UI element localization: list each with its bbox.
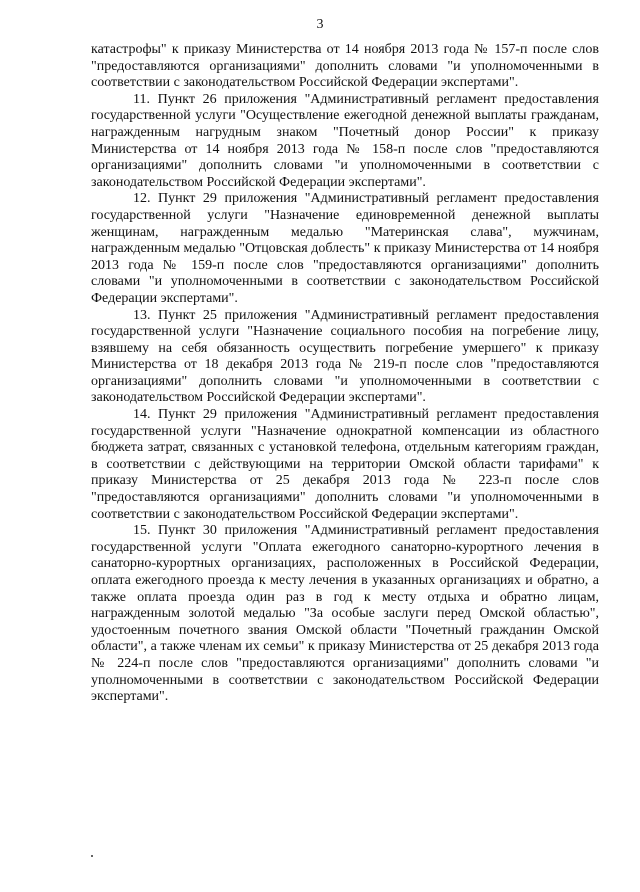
page-number: 3 [316, 17, 324, 32]
paragraph-item-11: 11. Пункт 26 приложения "Административный регламент предоставления государственной услуги "Осуществление ежегодной денежной выплаты гражданам, награжденным нагрудным знаком "Почетный донор России" к приказу Министерства от 14 ноября 2013 года № 158-п после слов "предоставляются организациями" дополнить словами "и уполномоченными в соответствии с законодательством Российской Федерации экспертами". [91, 91, 599, 190]
scan-dot-mark [91, 855, 93, 857]
paragraph-continuation: катастрофы" к приказу Министерства от 14 ноября 2013 года № 157-п после слов "предоставляются организациями" дополнить словами "и уполномоченными в соответствии с законодательством Российской Федерации экспертами". [91, 42, 599, 91]
paragraph-item-14: 14. Пункт 29 приложения "Административный регламент предоставления государственной услуги "Назначение однократной компенсации из областного бюджета затрат, связанных с установкой телефона, отдельным категориям граждан, в соответствии с действующими на территории Омской области тарифами" к приказу Министерства от 25 декабря 2013 года № 223-п после слов "предоставляются организациями" дополнить словами "и уполномоченными в соответствии с законодательством Российской Федерации экспертами". [91, 407, 599, 522]
document-body [91, 42, 599, 706]
paragraph-item-13: 13. Пункт 25 приложения "Административный регламент предоставления государственной услуги "Назначение социального пособия на погребение лицу, взявшему на себя обязанность осуществить погребение умершего" к приказу Министерства от 18 декабря 2013 года № 219-п после слов "предоставляются организациями" дополнить словами "и уполномоченными в соответствии с законодательством Российской Федерации экспертами". [91, 307, 599, 406]
paragraph-item-15: 15. Пункт 30 приложения "Административный регламент предоставления государственной услуги "Оплата ежегодного санаторно-курортного лечения в санаторно-курортных организациях, расположенных в Российской Федерации, оплата ежегодного проезда к месту лечения в указанных организациях и обратно, а также оплата проезда один раз в год к месту отдыха и обратно лицам, награжденным золотой медалью "За особые заслуги перед Омской областью", удостоенным почетного звания Омской области "Почетный гражданин Омской области", а также членам их семьи" к приказу Министерства от 25 декабря 2013 года № 224-п после слов "предоставляются организациями" дополнить словами "и уполномоченными в соответствии с законодательством Российской Федерации экспертами". [91, 523, 599, 705]
paragraph-item-12: 12. Пункт 29 приложения "Административный регламент предоставления государственной услуги "Назначение единовременной денежной выплаты женщинам, награжденным медалью "Материнская слава", мужчинам, награжденным медалью "Отцовская доблесть" к приказу Министерства от 14 ноября 2013 года № 159-п после слов "предоставляются организациями" дополнить словами "и уполномоченными в соответствии с законодательством Российской Федерации экспертами". [91, 191, 599, 306]
